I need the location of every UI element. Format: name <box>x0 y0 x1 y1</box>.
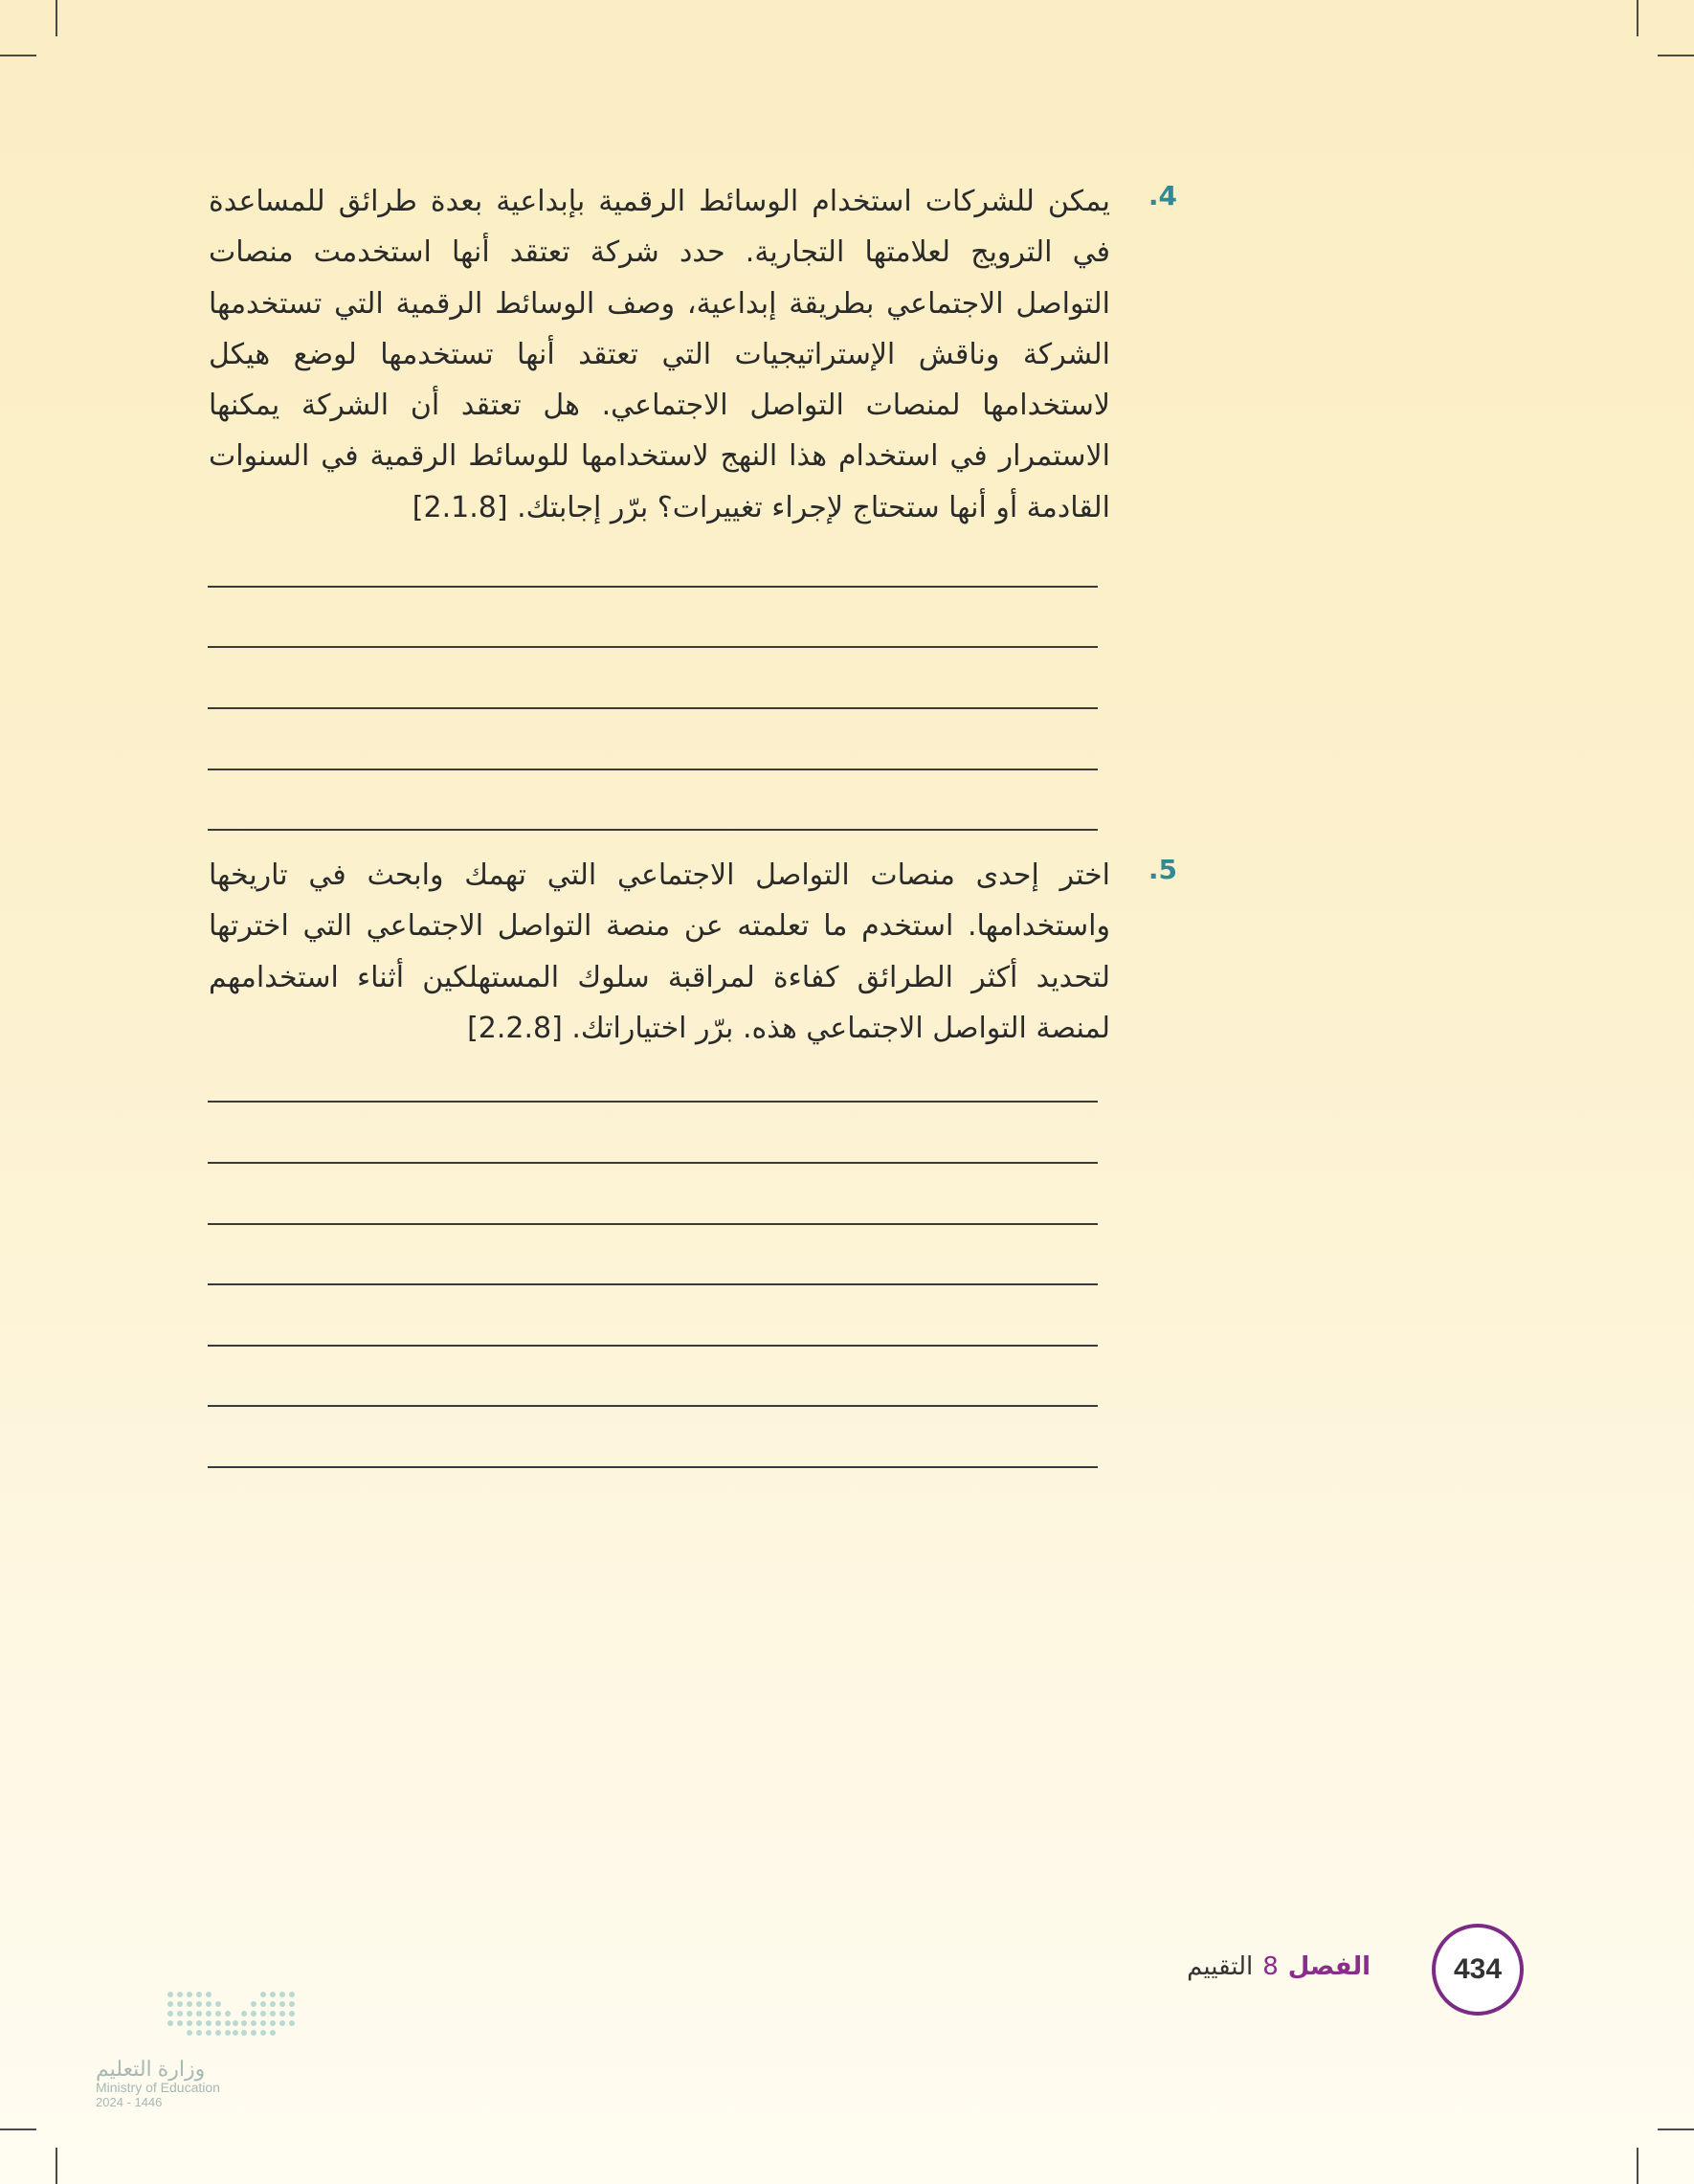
answer-line[interactable] <box>208 1101 1098 1103</box>
crop-mark <box>0 2128 36 2130</box>
chapter-number: 8 <box>1262 1952 1279 1981</box>
crop-mark <box>0 55 36 56</box>
chapter-label: الفصل <box>1287 1952 1371 1981</box>
chapter-title: التقييم <box>1187 1952 1254 1981</box>
question-5 <box>209 850 1177 1054</box>
ministry-name-english: Ministry of Education <box>96 2080 220 2096</box>
question-text: اختر إحدى منصات التواصل الاجتماعي التي تهمك وابحث في تاريخها واستخدامها. استخدم ما تعلمته عن منصة التواصل الاجتماعي التي اخترتها لتحديد أكثر الطرائق كفاءة لمراقبة سلوك المستهلكين أثناء استخدامهم لمنصة التواصل الاجتماعي هذه. برّر اختياراتك. [2.2.8] <box>209 858 1110 1045</box>
page-number-badge <box>1432 1924 1524 2016</box>
answer-line[interactable] <box>208 1345 1098 1347</box>
ministry-wordmark <box>96 2058 287 2109</box>
crop-mark <box>1658 2128 1694 2130</box>
answer-line[interactable] <box>208 1162 1098 1164</box>
chapter-heading <box>969 1952 1371 1981</box>
crop-mark <box>56 2148 57 2184</box>
answer-line[interactable] <box>208 1223 1098 1225</box>
question-number: .4 <box>1148 180 1177 212</box>
answer-line[interactable] <box>208 829 1098 831</box>
crop-mark <box>56 0 57 36</box>
question-4 <box>209 176 1177 533</box>
question-text: يمكن للشركات استخدام الوسائط الرقمية بإبداعية بعدة طرائق للمساعدة في الترويج لعلامتها التجارية. حدد شركة تعتقد أنها استخدمت منصات التواصل الاجتماعي بطريقة إبداعية، وصف الوسائط الرقمية التي تستخدمها الشركة وناقش الإستراتيجيات التي تعتقد أنها تستخدمها لوضع هيكل لاستخدامها لمنصات التواصل الاجتماعي. هل تعتقد أن الشركة يمكنها الاستمرار في استخدام هذا النهج لاستخدامها للوسائط الرقمية في السنوات القادمة أو أنها ستحتاج لإجراء تغييرات؟ برّر إجابتك. [2.1.8] <box>209 185 1110 524</box>
answer-line[interactable] <box>208 769 1098 770</box>
crop-mark <box>1658 55 1694 56</box>
ministry-name-arabic: وزارة التعليم <box>96 2057 206 2081</box>
answer-line[interactable] <box>208 646 1098 648</box>
answer-line[interactable] <box>208 707 1098 709</box>
answer-line[interactable] <box>208 1283 1098 1285</box>
page-number: 434 <box>1453 1953 1503 1985</box>
ministry-year: 2024 - 1446 <box>96 2094 163 2109</box>
answer-line[interactable] <box>208 1466 1098 1468</box>
question-number: .5 <box>1148 854 1177 885</box>
crop-mark <box>1637 0 1638 36</box>
crop-mark <box>1637 2148 1638 2184</box>
answer-line[interactable] <box>208 586 1098 588</box>
answer-line[interactable] <box>208 1405 1098 1407</box>
